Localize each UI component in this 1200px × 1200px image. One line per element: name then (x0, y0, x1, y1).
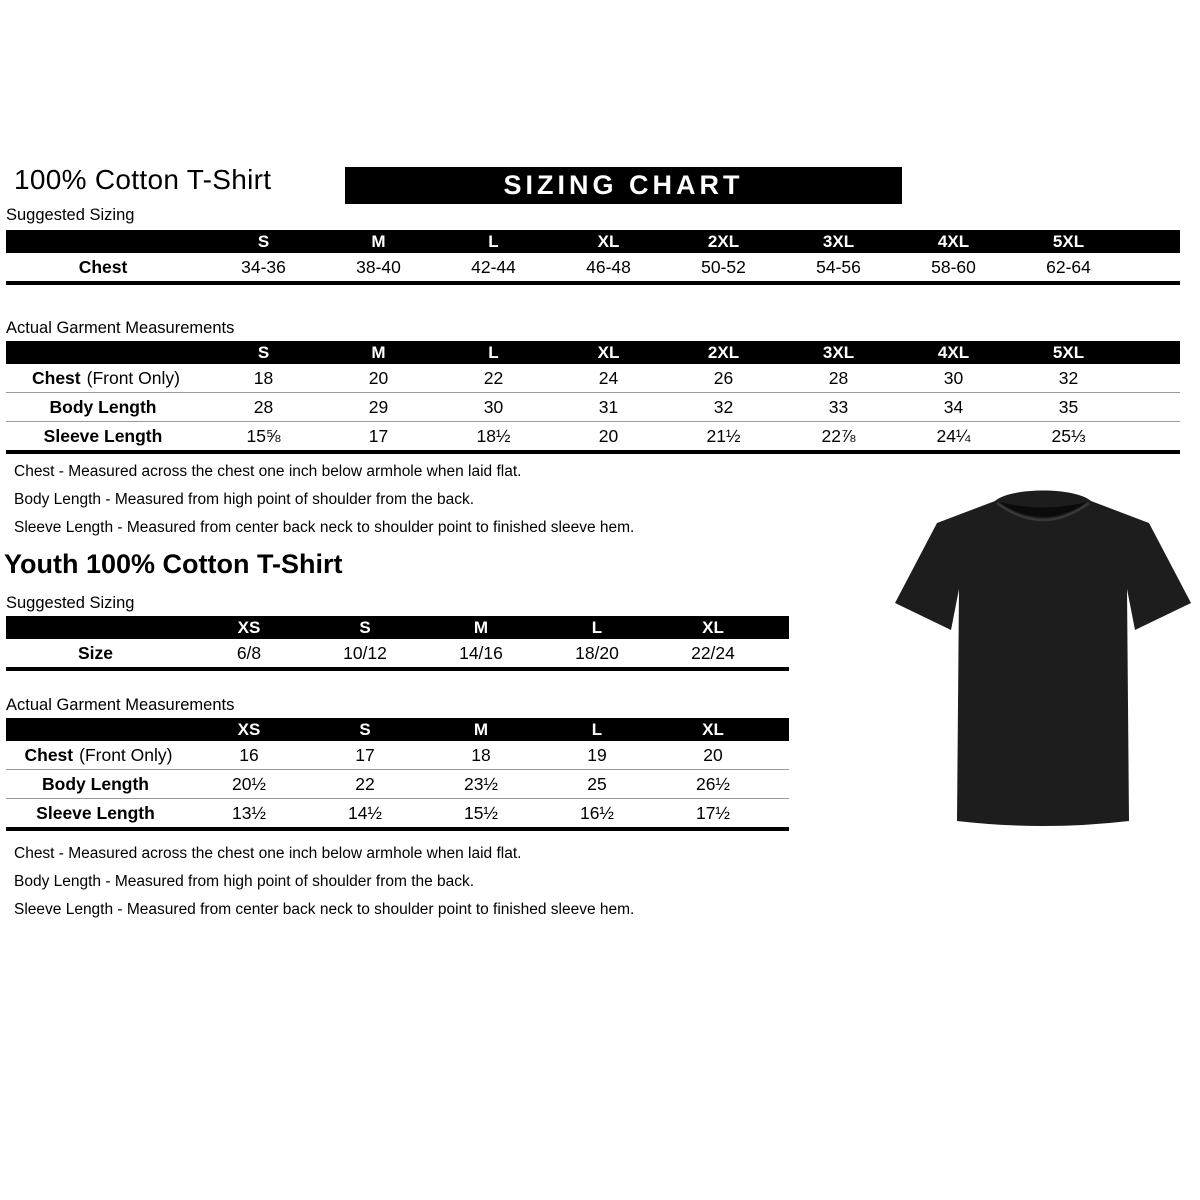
row-label (6, 639, 191, 669)
row-label (6, 422, 206, 453)
youth-suggested-label: Suggested Sizing (6, 594, 135, 612)
cell: 6/8 (236, 642, 262, 663)
cell: 18 (423, 741, 539, 770)
header-spacer (6, 616, 191, 639)
row-label-text: Chest (78, 256, 128, 277)
measurement-note-body: Body Length - Measured from high point of shoulder from the back. (14, 491, 475, 508)
cell: 17 (307, 741, 423, 770)
banner-text: SIZING CHART (503, 170, 744, 200)
size-header: 2XL (666, 230, 781, 253)
cell: 28 (781, 364, 896, 393)
cell: 14/16 (459, 642, 503, 663)
youth-actual-table (6, 718, 789, 831)
cell-spacer (771, 741, 789, 770)
cell: 34 (896, 393, 1011, 422)
cell-spacer (771, 770, 789, 799)
cell: 34-36 (241, 256, 286, 277)
size-header: 3XL (781, 230, 896, 253)
tshirt-image (893, 477, 1193, 835)
cell: 26½ (655, 770, 771, 799)
cell: 26 (666, 364, 781, 393)
size-header: 2XL (666, 341, 781, 364)
cell: 22⅞ (821, 425, 856, 446)
size-header: XS (191, 616, 307, 639)
row-label (6, 364, 206, 393)
adult-suggested-table (6, 230, 1180, 285)
cell: 22 (307, 770, 423, 799)
cell: 22 (436, 364, 551, 393)
youth-section-title: Youth 100% Cotton T-Shirt (4, 549, 343, 579)
size-header: M (423, 718, 539, 741)
cell: 19 (539, 741, 655, 770)
cell: 62-64 (1046, 256, 1091, 277)
size-header: S (206, 341, 321, 364)
cell-spacer (1126, 422, 1180, 453)
size-header: XL (551, 341, 666, 364)
cell: 33 (781, 393, 896, 422)
table-row (6, 799, 789, 830)
cell: 31 (551, 393, 666, 422)
size-header: S (206, 230, 321, 253)
table-row (6, 741, 789, 770)
row-label-text: Chest (24, 744, 74, 765)
row-label-text: Size (77, 642, 114, 663)
row-label (6, 799, 191, 830)
cell: 16½ (579, 802, 615, 823)
table-row (6, 422, 1180, 453)
adult-actual-label: Actual Garment Measurements (6, 319, 235, 337)
cell: 24¼ (936, 425, 971, 446)
row-label (6, 741, 191, 770)
cell: 22/24 (691, 642, 735, 663)
row-label-text: Body Length (42, 773, 149, 794)
row-label-text: Chest (32, 367, 81, 388)
cell-spacer (1126, 253, 1180, 283)
cell: 21½ (706, 425, 741, 446)
size-header: 4XL (896, 341, 1011, 364)
size-header: S (307, 718, 423, 741)
header-spacer (6, 230, 206, 253)
cell: 17 (368, 425, 389, 446)
cell: 38-40 (356, 256, 401, 277)
cell: 20 (655, 741, 771, 770)
adult-section-title: 100% Cotton T-Shirt (14, 164, 272, 195)
cell: 20½ (191, 770, 307, 799)
header-spacer (771, 718, 789, 741)
cell: 28 (206, 393, 321, 422)
cell: 14½ (347, 802, 383, 823)
header-spacer (1126, 341, 1180, 364)
row-label (6, 393, 206, 422)
cell: 32 (1011, 364, 1126, 393)
cell: 30 (896, 364, 1011, 393)
cell: 25⅓ (1051, 425, 1086, 446)
table-row (6, 253, 1180, 283)
cell: 23½ (423, 770, 539, 799)
cell: 16 (191, 741, 307, 770)
size-header: L (539, 718, 655, 741)
sizing-chart-banner (345, 167, 902, 204)
size-header: L (436, 341, 551, 364)
table-row (6, 364, 1180, 393)
size-header: M (321, 230, 436, 253)
size-header: 3XL (781, 341, 896, 364)
cell-spacer (771, 799, 789, 830)
table-header-row (6, 718, 789, 741)
size-header: XL (655, 718, 771, 741)
row-label-note: (Front Only) (79, 744, 173, 765)
measurement-note-sleeve: Sleeve Length - Measured from center back neck to shoulder point to finished sleeve hem. (14, 519, 635, 536)
size-header: M (423, 616, 539, 639)
table-row (6, 770, 789, 799)
size-header: 5XL (1011, 230, 1126, 253)
size-header: M (321, 341, 436, 364)
table-header-row (6, 616, 789, 639)
table-header-row (6, 341, 1180, 364)
cell: 18½ (476, 425, 511, 446)
cell: 46-48 (586, 256, 631, 277)
cell: 20 (321, 364, 436, 393)
cell: 24 (551, 364, 666, 393)
youth-suggested-table (6, 616, 789, 671)
cell: 18/20 (575, 642, 619, 663)
table-row (6, 393, 1180, 422)
table-header-row (6, 230, 1180, 253)
size-header: L (539, 616, 655, 639)
cell: 17½ (695, 802, 731, 823)
cell: 10/12 (343, 642, 387, 663)
cell: 13½ (231, 802, 267, 823)
tshirt-graphic (893, 477, 1193, 835)
table-row (6, 639, 789, 669)
header-spacer (6, 718, 191, 741)
measurement-note-chest: Chest - Measured across the chest one inch below armhole when laid flat. (14, 463, 522, 480)
header-spacer (771, 616, 789, 639)
row-label-text: Body Length (49, 396, 157, 417)
row-label (6, 770, 191, 799)
cell: 42-44 (471, 256, 516, 277)
row-label-note: (Front Only) (86, 367, 180, 388)
cell: 25 (539, 770, 655, 799)
cell: 32 (666, 393, 781, 422)
size-header: 4XL (896, 230, 1011, 253)
cell: 58-60 (931, 256, 976, 277)
adult-actual-table (6, 341, 1180, 454)
measurement-note-body: Body Length - Measured from high point of shoulder from the back. (14, 873, 475, 890)
header-spacer (1126, 230, 1180, 253)
size-header: S (307, 616, 423, 639)
size-header: L (436, 230, 551, 253)
cell-spacer (1126, 393, 1180, 422)
cell-spacer (771, 639, 789, 669)
cell: 50-52 (701, 256, 746, 277)
header-spacer (6, 341, 206, 364)
row-label-text: Sleeve Length (36, 802, 155, 823)
measurement-note-sleeve: Sleeve Length - Measured from center back neck to shoulder point to finished sleeve hem. (14, 901, 635, 918)
adult-suggested-label: Suggested Sizing (6, 206, 135, 224)
cell: 15⅝ (246, 425, 281, 446)
row-label (6, 253, 206, 283)
size-header: XL (551, 230, 666, 253)
size-header: XS (191, 718, 307, 741)
tshirt-body (895, 491, 1191, 827)
cell: 54-56 (816, 256, 861, 277)
cell-spacer (1126, 364, 1180, 393)
cell: 29 (321, 393, 436, 422)
row-label-text: Sleeve Length (43, 425, 163, 446)
size-header: 5XL (1011, 341, 1126, 364)
cell: 35 (1011, 393, 1126, 422)
cell: 20 (598, 425, 619, 446)
cell: 18 (206, 364, 321, 393)
measurement-note-chest: Chest - Measured across the chest one inch below armhole when laid flat. (14, 845, 522, 862)
cell: 15½ (463, 802, 499, 823)
youth-actual-label: Actual Garment Measurements (6, 696, 235, 714)
size-header: XL (655, 616, 771, 639)
cell: 30 (436, 393, 551, 422)
